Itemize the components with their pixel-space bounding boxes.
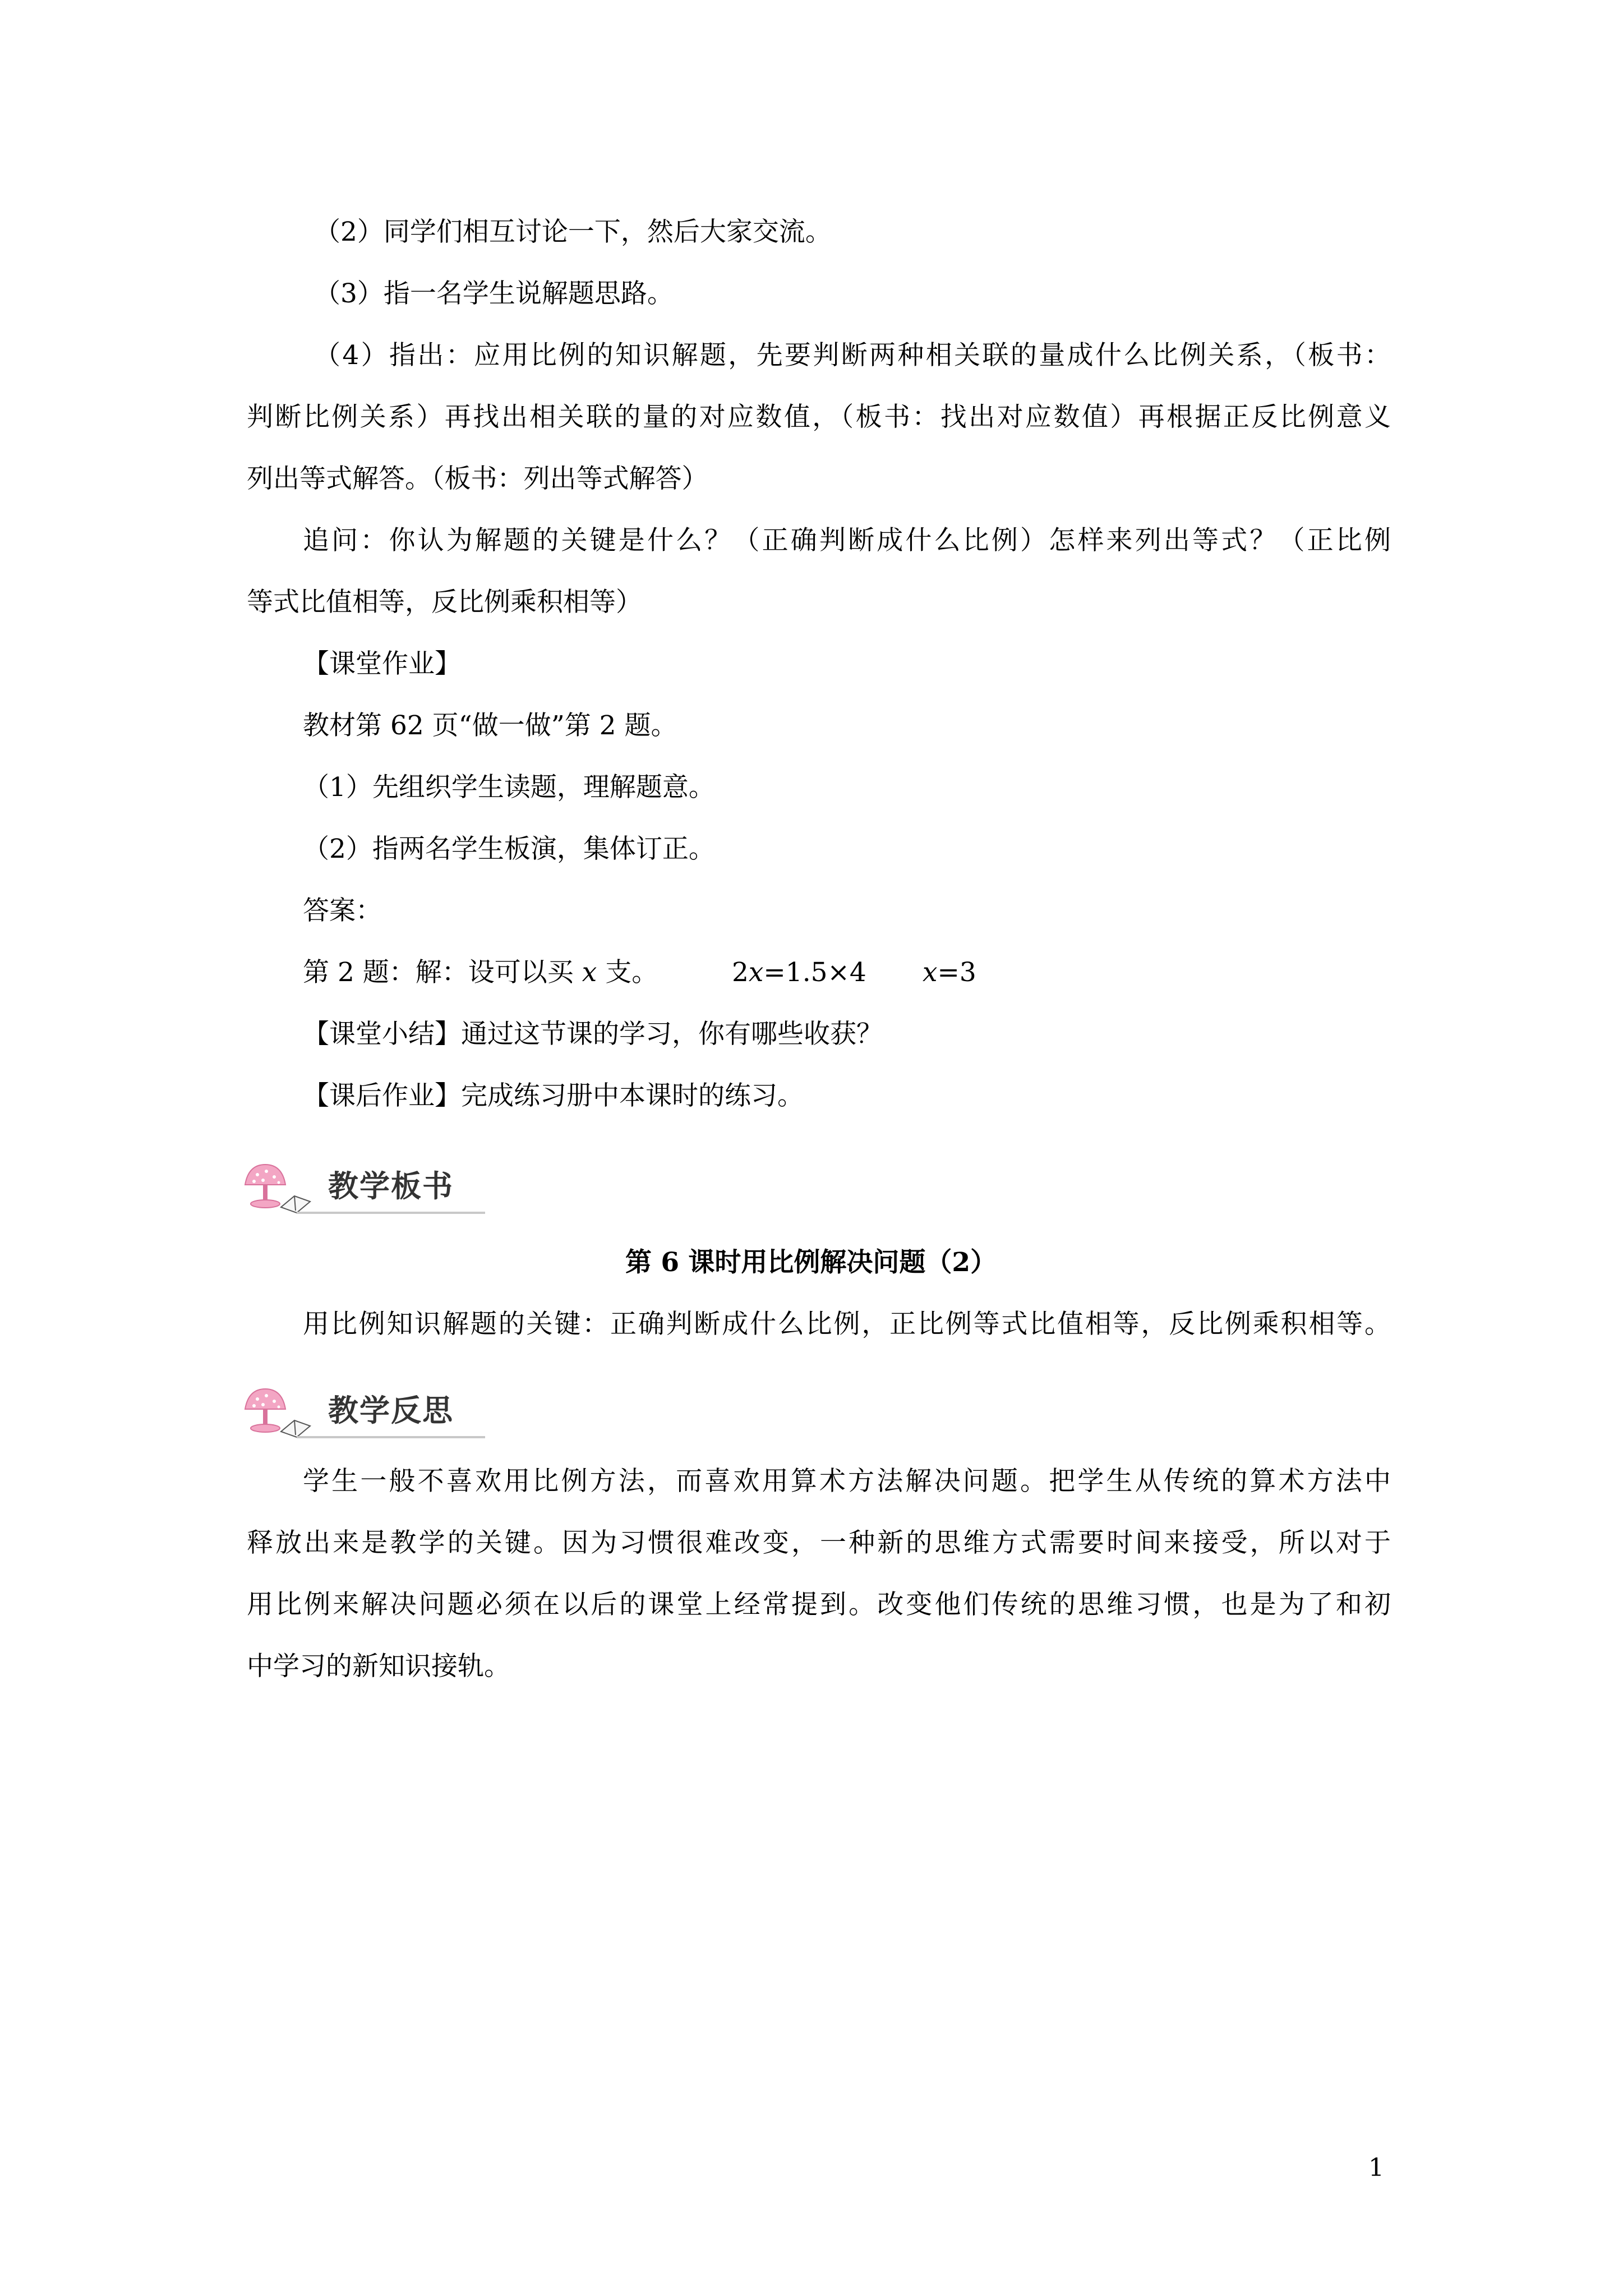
- answer-suffix: 支。: [597, 957, 658, 988]
- board-text: 用比例知识解题的关键：正确判断成什么比例，正比例等式比值相等，反比例乘积相等。: [303, 1309, 1391, 1340]
- reflection-badge-label: 教学反思: [328, 1393, 454, 1428]
- reflection-line-1: 学生一般不喜欢用比例方法，而喜欢用算术方法解决问题。把学生从传统的算术方法中: [303, 1466, 1391, 1497]
- heading-classwork: 【课堂作业】: [303, 648, 461, 679]
- reflection-line-3: 用比例来解决问题必须在以后的课堂上经常提到。改变他们传统的思维习惯，也是为了和初: [247, 1589, 1391, 1620]
- line-3: （4）指出：应用比例的知识解题，先要判断两种相关联的量成什么比例关系，（板书：: [314, 340, 1391, 371]
- line-step-2: （2）指两名学生板演，集体订正。: [303, 834, 715, 864]
- equation-coefficient: 2: [732, 957, 749, 988]
- result-rhs: =3: [937, 957, 976, 988]
- line-1: （2）同学们相互讨论一下，然后大家交流。: [314, 217, 832, 247]
- heading-homework: 【课后作业】完成练习册中本课时的练习。: [303, 1080, 804, 1111]
- line-textbook: 教材第 62 页“做一做”第 2 题。: [303, 710, 677, 741]
- heading-summary: 【课堂小结】通过这节课的学习，你有哪些收获？: [303, 1019, 883, 1050]
- page-number: 1: [1368, 2154, 1384, 2182]
- equation-rhs: =1.5×4: [763, 957, 866, 988]
- line-5: 列出等式解答。（板书：列出等式解答）: [247, 463, 708, 494]
- equation-variable: x: [748, 957, 764, 988]
- result-variable: x: [923, 957, 938, 988]
- board-badge: [238, 1160, 491, 1216]
- board-title: 第 6 课时用比例解决问题（2）: [625, 1247, 997, 1278]
- line-7: 等式比值相等，反比例乘积相等）: [247, 587, 642, 618]
- board-badge-label: 教学板书: [328, 1168, 454, 1204]
- reflection-line-4: 中学习的新知识接轨。: [247, 1651, 510, 1682]
- reflection-badge: [238, 1384, 491, 1441]
- line-6: 追问：你认为解题的关键是什么？（正确判断成什么比例）怎样来列出等式？（正比例: [303, 525, 1391, 556]
- answer-heading: 答案：: [303, 895, 382, 926]
- answer-variable: x: [582, 957, 597, 988]
- line-4: 判断比例关系）再找出相关联的量的对应数值，（板书：找出对应数值）再根据正反比例意义: [247, 402, 1391, 432]
- line-2: （3）指一名学生说解题思路。: [314, 278, 674, 309]
- reflection-line-2: 释放出来是教学的关键。因为习惯很难改变，一种新的思维方式需要时间来接受，所以对于: [247, 1527, 1391, 1558]
- line-step-1: （1）先组织学生读题，理解题意。: [303, 772, 715, 803]
- answer-prefix: 第 2 题：解：设可以买: [303, 957, 582, 988]
